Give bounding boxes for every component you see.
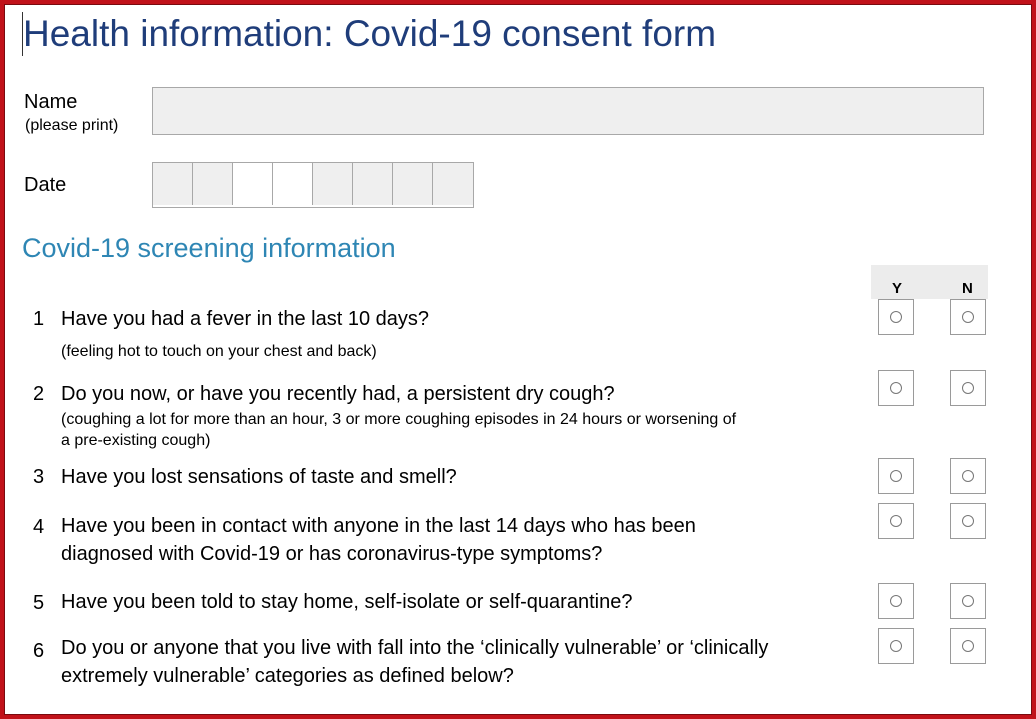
question-text: Have you had a fever in the last 10 days?: [61, 308, 430, 330]
question-text: Do you now, or have you recently had, a persistent dry cough?: [61, 383, 615, 405]
question-number: 6: [33, 640, 45, 662]
question-number: 4: [33, 516, 45, 538]
radio-circle-icon: [962, 382, 974, 394]
date-digit-box[interactable]: [353, 163, 393, 205]
question-number: 2: [33, 383, 45, 405]
no-column-label: N: [962, 280, 973, 297]
date-field: [152, 162, 474, 208]
answer-yes-radio[interactable]: [878, 458, 914, 494]
answer-no-radio[interactable]: [950, 628, 986, 664]
question-text: Have you been in contact with anyone in the last 14 days who has been diagnosed with Covid-19 or has coronavirus-type symptoms?: [61, 515, 696, 565]
question-subtext: (feeling hot to touch on your chest and back): [61, 343, 377, 360]
radio-circle-icon: [962, 595, 974, 607]
question-number: 5: [33, 592, 45, 614]
date-digit-box[interactable]: [193, 163, 233, 205]
answer-yes-radio[interactable]: [878, 370, 914, 406]
name-sublabel: (please print): [25, 117, 119, 134]
answer-no-radio[interactable]: [950, 299, 986, 335]
date-digit-box[interactable]: [153, 163, 193, 205]
date-digit-box[interactable]: [393, 163, 433, 205]
question-text: Have you been told to stay home, self-isolate or self-quarantine?: [61, 591, 633, 613]
question-number: 3: [33, 466, 45, 488]
radio-circle-icon: [962, 470, 974, 482]
name-label: Name: [24, 91, 78, 113]
radio-circle-icon: [962, 515, 974, 527]
name-field[interactable]: [152, 87, 984, 135]
date-digit-box[interactable]: [233, 163, 273, 205]
screening-section-title: Covid-19 screening information: [22, 233, 396, 263]
radio-circle-icon: [962, 311, 974, 323]
answer-yes-radio[interactable]: [878, 628, 914, 664]
radio-circle-icon: [890, 470, 902, 482]
form-title: Health information: Covid-19 consent form: [22, 12, 716, 56]
radio-circle-icon: [890, 382, 902, 394]
answer-no-radio[interactable]: [950, 503, 986, 539]
radio-circle-icon: [890, 640, 902, 652]
date-digit-box[interactable]: [273, 163, 313, 205]
yes-column-label: Y: [892, 280, 903, 297]
radio-circle-icon: [890, 311, 902, 323]
question-subtext: (coughing a lot for more than an hour, 3 or more coughing episodes in 24 hours or worsening of a pre-existing cough): [61, 411, 737, 449]
answer-no-radio[interactable]: [950, 583, 986, 619]
date-digit-box[interactable]: [313, 163, 353, 205]
question-number: 1: [33, 308, 45, 330]
radio-circle-icon: [890, 595, 902, 607]
question-text: Do you or anyone that you live with fall into the ‘clinically vulnerable’ or ‘clinically extremely vulnerable’ categories as defined below?: [61, 637, 769, 687]
answer-no-radio[interactable]: [950, 370, 986, 406]
answer-yes-radio[interactable]: [878, 503, 914, 539]
date-digit-box[interactable]: [433, 163, 473, 205]
question-text: Have you lost sensations of taste and smell?: [61, 466, 457, 488]
answer-yes-radio[interactable]: [878, 583, 914, 619]
radio-circle-icon: [962, 640, 974, 652]
date-label: Date: [24, 174, 67, 196]
answer-no-radio[interactable]: [950, 458, 986, 494]
answer-yes-radio[interactable]: [878, 299, 914, 335]
radio-circle-icon: [890, 515, 902, 527]
